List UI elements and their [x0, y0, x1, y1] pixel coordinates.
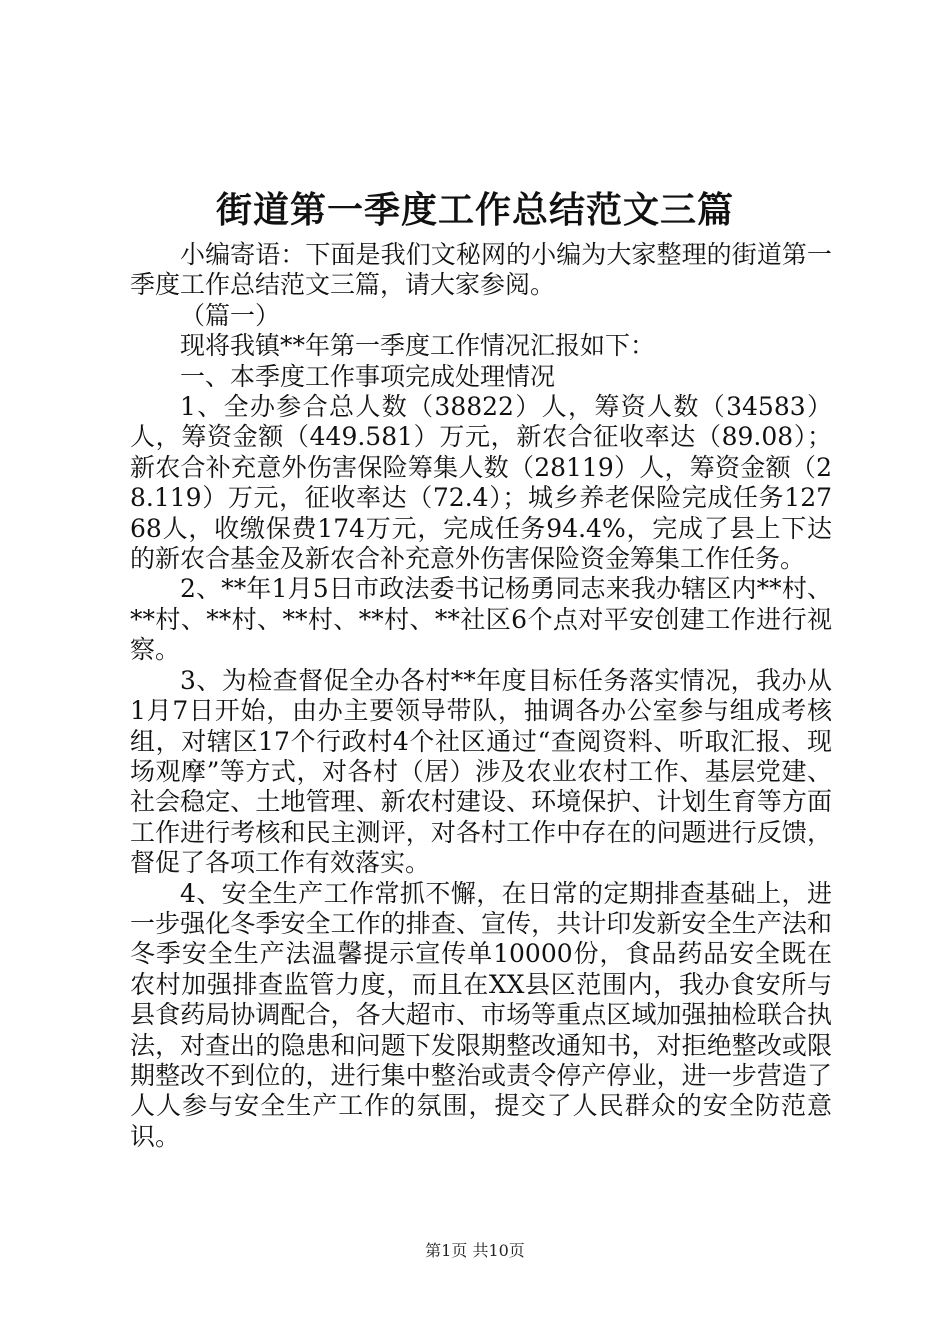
page-number-footer: 第1页 共10页: [425, 1241, 525, 1260]
item-4-paragraph: 4、安全生产工作常抓不懈，在日常的定期排查基础上，进一步强化冬季安全工作的排查、宣传，共计印发新安全生产法和冬季安全生产法温馨提示宣传单10000份，食品药品安全既在农村加强排查监管力度，而且在XX县区范围内，我办食安所与县食药局协调配合，各大超市、市场等重点区域加强抽检联合执法，对查出的隐患和问题下发限期整改通知书，对拒绝整改或限期整改不到位的，进行集中整治或责令停产停业，进一步营造了人人参与安全生产工作的氛围，提交了人民群众的安全防范意识。: [130, 878, 832, 1151]
item-2-paragraph: 2、**年1月5日市政法委书记杨勇同志来我办辖区内**村、**村、**村、**村、**村、**社区6个点对平安创建工作进行视察。: [130, 574, 832, 665]
section-label: （篇一）: [180, 300, 281, 330]
document-body: [130, 240, 832, 1152]
section-heading: 一、本季度工作事项完成处理情况: [180, 361, 556, 391]
intro-paragraph: 小编寄语：下面是我们文秘网的小编为大家整理的街道第一季度工作总结范文三篇，请大家参阅。: [130, 240, 832, 300]
item-1-paragraph: 1、全办参合总人数（38822）人，筹资人数（34583）人，筹资金额（449.581）万元，新农合征收率达（89.08）；新农合补充意外伤害保险筹集人数（28119）人，筹资金额（28.119）万元，征收率达（72.4）；城乡养老保险完成任务12768人，收缴保费174万元，完成任务94.4%，完成了县上下达的新农合基金及新农合补充意外伤害保险资金筹集工作任务。: [130, 392, 832, 574]
item-3-paragraph: 3、为检查督促全办各村**年度目标任务落实情况，我办从1月7日开始，由办主要领导带队，抽调各办公室参与组成考核组，对辖区17个行政村4个社区通过“查阅资料、听取汇报、现场观摩”等方式，对各村（居）涉及农业农村工作、基层党建、社会稳定、土地管理、新农村建设、环境保护、计划生育等方面工作进行考核和民主测评，对各村工作中存在的问题进行反馈，督促了各项工作有效落实。: [130, 665, 832, 878]
report-opening: 现将我镇**年第一季度工作情况汇报如下：: [180, 331, 656, 361]
document-title: 街道第一季度工作总结范文三篇: [215, 189, 734, 231]
